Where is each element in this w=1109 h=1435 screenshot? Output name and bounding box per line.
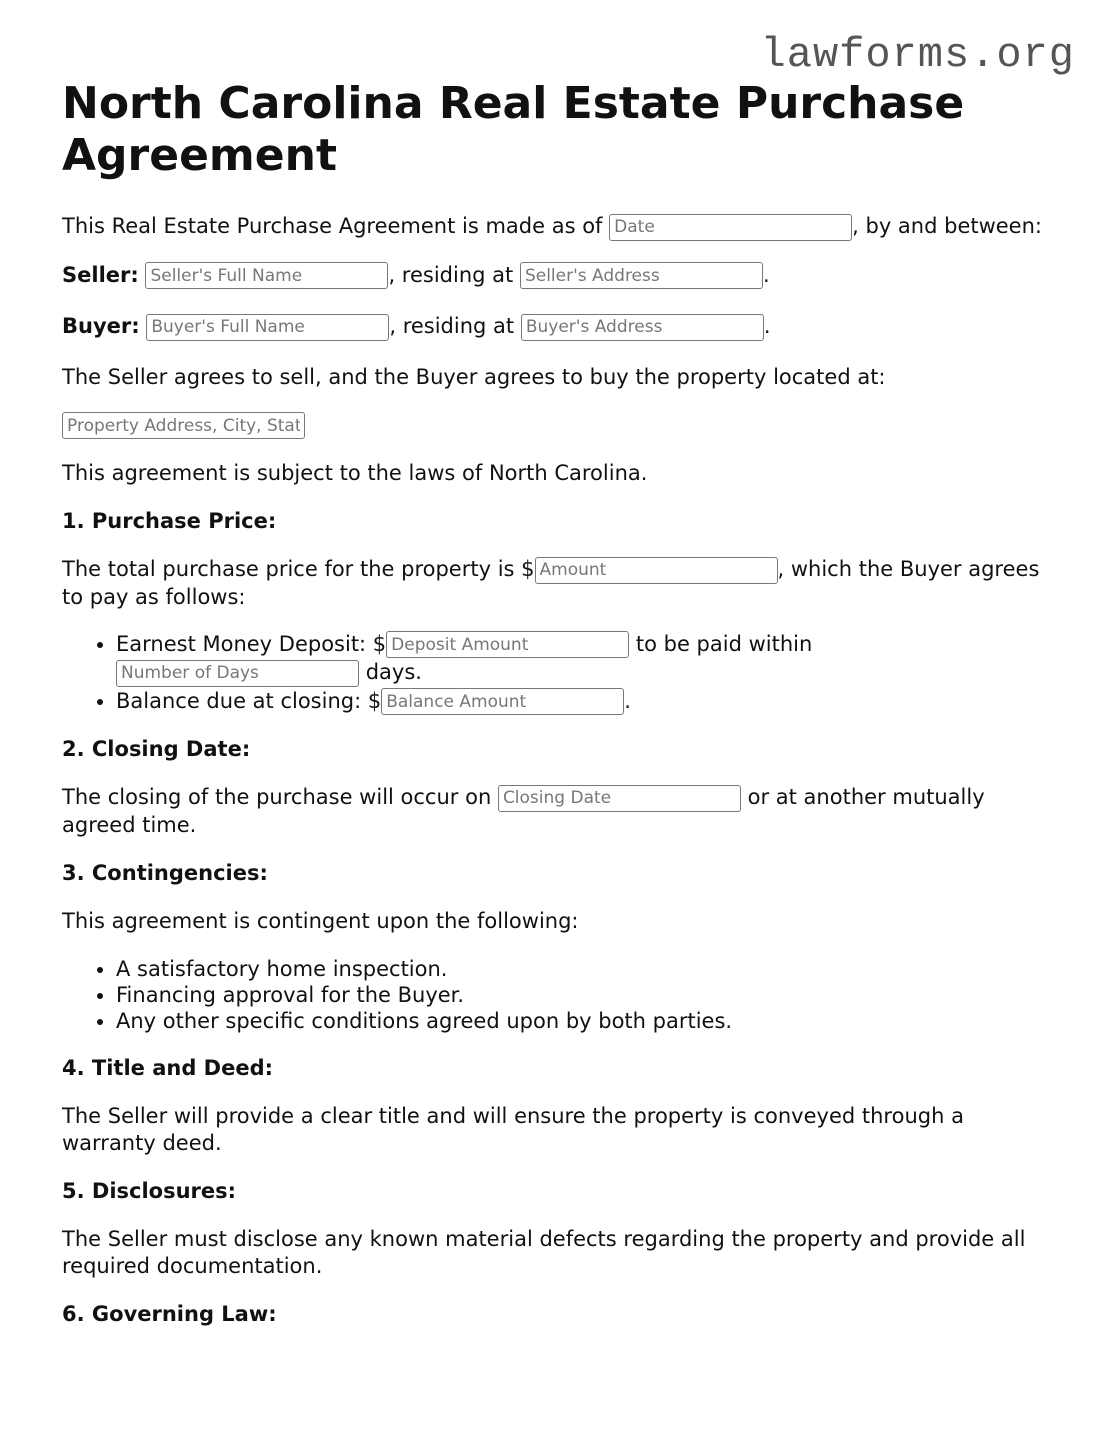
- disclosures-paragraph: The Seller must disclose any known material defects regarding the property and provide all required documentation.: [62, 1226, 1026, 1278]
- days-label: days.: [365, 660, 422, 684]
- section-title-governing-law: 6. Governing Law:: [62, 1301, 277, 1326]
- balance-amount-input[interactable]: [381, 688, 624, 715]
- page-title: North Carolina Real Estate Purchase Agreement: [62, 78, 965, 181]
- section-title-disclosures: 5. Disclosures:: [62, 1178, 237, 1203]
- purchase-price-text-end: , which the Buyer agrees to pay as follows:: [62, 557, 1040, 609]
- balance-end: .: [624, 688, 631, 713]
- purchase-amount-input[interactable]: [535, 557, 778, 584]
- title-deed-paragraph: The Seller will provide a clear title and will ensure the property is conveyed through a warranty deed.: [62, 1103, 964, 1155]
- seller-label: Seller:: [62, 262, 139, 287]
- deposit-label: Earnest Money Deposit: $: [116, 631, 387, 656]
- closing-date-input[interactable]: [498, 785, 741, 812]
- number-of-days-input[interactable]: [116, 660, 359, 687]
- seller-address-input[interactable]: [520, 262, 763, 289]
- property-address-input[interactable]: [62, 412, 305, 439]
- purchase-price-paragraph: [62, 556, 1052, 611]
- closing-text-end: or at another mutually agreed time.: [62, 785, 985, 837]
- balance-label: Balance due at closing: $: [116, 688, 382, 713]
- section-title-title-and-deed: 4. Title and Deed:: [62, 1055, 274, 1080]
- buyer-label: Buyer:: [62, 314, 140, 338]
- buyer-name-input[interactable]: [146, 314, 389, 341]
- list-item: [116, 687, 1052, 716]
- seller-residing-text: , residing at: [388, 262, 514, 287]
- contingencies-list: [62, 956, 1052, 1034]
- list-item: • Financing approval for the Buyer.: [116, 982, 1052, 1008]
- deposit-within-text: to be paid within: [635, 631, 813, 656]
- intro-text: This Real Estate Purchase Agreement is made as of: [62, 214, 603, 238]
- seller-name-input[interactable]: [145, 262, 388, 289]
- list-item: • Any other specific conditions agreed upon by both parties.: [116, 1008, 1052, 1034]
- seller-line: [62, 262, 1052, 290]
- section-title-purchase-price: 1. Purchase Price:: [62, 509, 277, 533]
- purchase-price-text: The total purchase price for the property is $: [62, 557, 535, 581]
- seller-line-end: .: [762, 262, 770, 287]
- property-line: [62, 412, 1052, 440]
- list-item: [116, 630, 1052, 687]
- buyer-residing-text: , residing at: [389, 314, 515, 338]
- list-item: • A satisfactory home inspection.: [116, 956, 1052, 982]
- payment-terms-list: [62, 630, 1052, 716]
- agreement-date-input[interactable]: [609, 214, 852, 241]
- deposit-amount-input[interactable]: [386, 631, 629, 658]
- buyer-line-end: .: [763, 314, 771, 338]
- closing-paragraph: [62, 784, 1052, 839]
- watermark-logo: lawforms.org: [760, 31, 1075, 79]
- agreement-document: [62, 78, 1052, 1328]
- intro-paragraph: [62, 213, 1052, 241]
- closing-text: The closing of the purchase will occur on: [62, 785, 492, 809]
- contingencies-intro: This agreement is contingent upon the following:: [62, 908, 579, 933]
- intro-text-end: , by and between:: [852, 214, 1042, 238]
- section-title-closing-date: 2. Closing Date:: [62, 737, 251, 761]
- agree-paragraph: The Seller agrees to sell, and the Buyer agrees to buy the property located at:: [62, 364, 886, 389]
- section-title-contingencies: 3. Contingencies:: [62, 860, 268, 885]
- buyer-address-input[interactable]: [521, 314, 764, 341]
- laws-paragraph: This agreement is subject to the laws of North Carolina.: [62, 461, 648, 485]
- buyer-line: [62, 313, 1052, 341]
